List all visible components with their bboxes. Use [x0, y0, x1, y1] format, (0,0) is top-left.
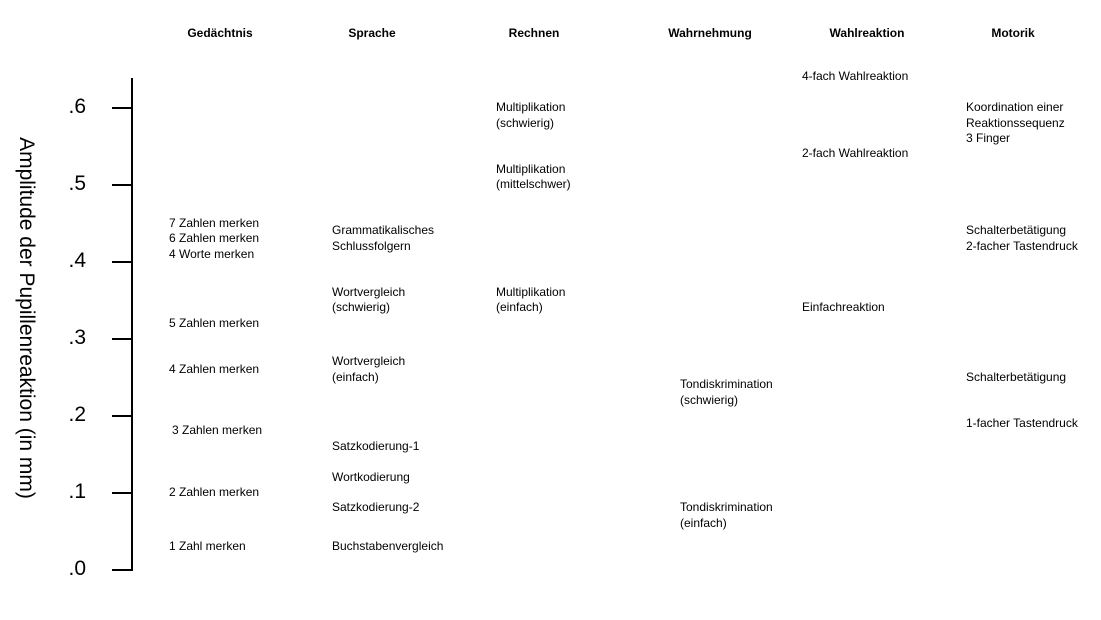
y-tick — [112, 184, 132, 186]
task-label: 1-facher Tastendruck — [966, 415, 1078, 430]
task-label: Satzkodierung-2 — [332, 500, 420, 515]
task-label: 5 Zahlen merken — [169, 315, 260, 330]
task-label: Satzkodierung-1 — [332, 438, 420, 453]
y-tick — [112, 492, 132, 494]
column-header-wahrnehmung: Wahrnehmung — [668, 26, 752, 40]
y-tick — [112, 415, 132, 417]
task-label: 4 Zahlen merken — [169, 361, 260, 376]
column-header-sprache: Sprache — [348, 26, 396, 40]
task-label: Multiplikation (einfach) — [496, 284, 566, 315]
y-tick — [112, 261, 132, 263]
task-label: 4-fach Wahlreaktion — [802, 69, 909, 84]
y-tick-label: .0 — [68, 557, 86, 580]
task-label: Wortkodierung — [332, 469, 410, 484]
y-tick-label: .2 — [68, 403, 86, 426]
y-tick-label: .6 — [68, 95, 86, 118]
task-label: Tondiskrimination (schwierig) — [680, 377, 773, 407]
task-label: Koordination einer Reaktionssequenz 3 Finger — [966, 100, 1065, 145]
task-label: Tondiskrimination (einfach) — [680, 500, 773, 530]
task-label: Wortvergleich (einfach) — [332, 354, 406, 384]
y-axis-title: Amplitude der Pupillenreaktion (in mm) — [15, 137, 38, 499]
y-axis-line — [131, 78, 133, 571]
y-tick-label: .3 — [68, 326, 86, 349]
task-label: 2-fach Wahlreaktion — [802, 146, 909, 161]
task-label: Schalterbetätigung — [966, 369, 1067, 384]
y-tick-label: .4 — [68, 249, 86, 272]
task-label: 1 Zahl merken — [169, 538, 246, 553]
column-header-motorik: Motorik — [991, 26, 1035, 40]
task-label: 2 Zahlen merken — [169, 485, 260, 499]
column-header-wahlreaktion: Wahlreaktion — [829, 26, 905, 40]
column-header-gedaechtnis: Gedächtnis — [187, 26, 253, 40]
y-tick — [112, 338, 132, 340]
y-tick-label: .1 — [68, 480, 86, 503]
task-label: Multiplikation (schwierig) — [496, 100, 566, 130]
task-label: Schalterbetätigung 2-facher Tastendruck — [966, 223, 1078, 253]
y-tick — [112, 107, 132, 109]
column-header-rechnen: Rechnen — [508, 26, 560, 40]
task-label: 7 Zahlen merken 6 Zahlen merken 4 Worte merken — [169, 215, 260, 261]
task-label: Buchstabenvergleich — [332, 538, 444, 553]
y-tick — [112, 569, 132, 571]
task-label: Wortvergleich (schwierig) — [332, 284, 406, 315]
task-label: Grammatikalisches Schlussfolgern — [332, 223, 435, 253]
task-label: Einfachreaktion — [802, 300, 885, 315]
task-label: 3 Zahlen merken — [172, 423, 263, 438]
task-label: Multiplikation (mittelschwer) — [496, 161, 571, 192]
y-tick-label: .5 — [68, 172, 86, 195]
